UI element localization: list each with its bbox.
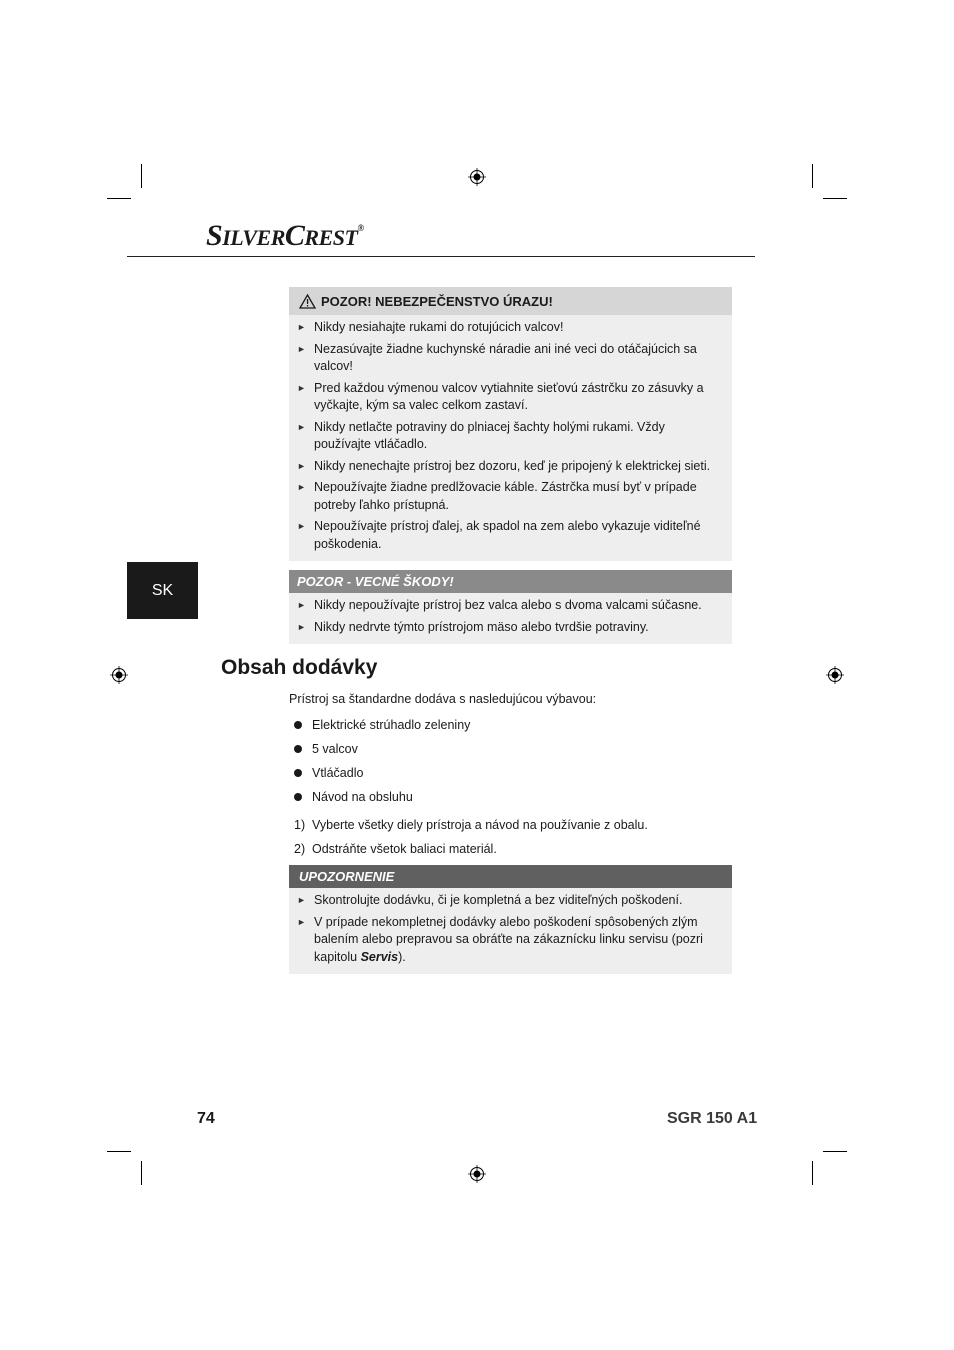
damage-warning-header (289, 570, 732, 593)
list-item (289, 716, 470, 740)
list-item (297, 597, 722, 615)
list-item (297, 619, 722, 637)
list-item-text: Nezasúvajte žiadne kuchynské náradie ani iné veci do otáčajúcich sa valcov! (314, 341, 697, 373)
crop-mark (107, 198, 131, 199)
step-number: 1) (294, 818, 306, 832)
list-item (289, 764, 470, 788)
notice-list (289, 888, 732, 974)
notice-box (289, 865, 732, 974)
arrow-bullet-icon: ► (297, 482, 306, 492)
notice-item-text: Skontrolujte dodávku, či je kompletná a bez viditeľných poškodení. (314, 893, 683, 907)
bullet-dot-icon (294, 721, 302, 729)
damage-warning-box (289, 570, 732, 644)
unpacking-steps-list (289, 816, 648, 864)
model-number: SGR 150 A1 (667, 1110, 758, 1127)
crop-mark (141, 1161, 142, 1185)
logo-letter: S (206, 219, 223, 252)
crop-mark (107, 1151, 131, 1152)
list-item (297, 341, 722, 376)
registration-mark-icon (826, 666, 844, 684)
section-title: Obsah dodávky (221, 656, 378, 679)
crop-mark (141, 164, 142, 188)
section-intro: Prístroj sa štandardne dodáva s nasledujúcou výbavou: (289, 692, 597, 706)
notice-title: UPOZORNENIE (299, 869, 395, 884)
list-item (297, 518, 722, 553)
notice-item-text: V prípade nekompletnej dodávky alebo poškodení spôsobených zlým balením alebo prepravou sa obráťte na zákaznícku linku servisu (pozri kapitolu (314, 914, 703, 964)
bullet-dot-icon (294, 769, 302, 777)
content-item-text: Vtláčadlo (312, 766, 364, 780)
crop-mark (823, 1151, 847, 1152)
page-number: 74 (197, 1110, 215, 1127)
list-item-text: Nikdy nedrvte týmto prístrojom mäso alebo tvrdšie potraviny. (314, 619, 649, 634)
arrow-bullet-icon: ► (297, 895, 306, 905)
list-item (297, 458, 722, 476)
content-item-text: Návod na obsluhu (312, 790, 413, 804)
injury-warning-header (289, 287, 732, 315)
list-item (297, 319, 722, 337)
injury-warning-list (289, 315, 732, 561)
logo-letter: C (284, 219, 305, 252)
registered-mark: ® (357, 223, 364, 233)
arrow-bullet-icon: ► (297, 600, 306, 610)
notice-item-text: ). (398, 949, 406, 964)
content-item-text: 5 valcov (312, 742, 358, 756)
list-item-text: Nikdy nenechajte prístroj bez dozoru, keď je pripojený k elektrickej sieti. (314, 458, 711, 473)
notice-header (289, 865, 732, 888)
arrow-bullet-icon: ► (297, 621, 306, 632)
step-text: Odstráňte všetok baliaci materiál. (312, 842, 497, 856)
arrow-bullet-icon: ► (297, 382, 306, 393)
logo-letters: REST (304, 225, 358, 250)
list-item (297, 380, 722, 415)
brand-logo (206, 219, 364, 253)
damage-warning-list (289, 593, 732, 644)
list-item (297, 914, 722, 967)
package-contents-list (289, 716, 470, 812)
step-text: Vyberte všetky diely prístroja a návod na používanie z obalu. (312, 818, 648, 832)
registration-mark-icon (468, 168, 486, 186)
list-item (289, 740, 470, 764)
service-chapter-reference: Servis (360, 949, 399, 964)
crop-mark (812, 164, 813, 188)
language-tab: SK (127, 562, 198, 619)
step-item (289, 816, 648, 840)
list-item-text: Nepoužívajte žiadne predlžovacie káble. Zástrčka musí byť v prípade potreby ľahko prístupná. (314, 480, 697, 512)
arrow-bullet-icon: ► (297, 521, 306, 531)
list-item-text: Nikdy netlačte potraviny do plniacej šachty holými rukami. Vždy používajte vtláčadlo. (314, 419, 665, 451)
arrow-bullet-icon: ► (297, 421, 306, 432)
bullet-dot-icon (294, 793, 302, 801)
list-item-text: Pred každou výmenou valcov vytiahnite sieťovú zástrčku zo zásuvky a vyčkajte, kým sa valec celkom zastaví. (314, 380, 704, 412)
registration-mark-icon (468, 1165, 486, 1183)
list-item-text: Nepoužívajte prístroj ďalej, ak spadol na zem alebo vykazuje viditeľné poškodenia. (314, 519, 701, 551)
crop-mark (823, 198, 847, 199)
logo-letters: ILVER (222, 225, 285, 250)
damage-warning-title: POZOR - VECNÉ ŠKODY! (297, 574, 454, 589)
registration-mark-icon (110, 666, 128, 684)
content-item-text: Elektrické strúhadlo zeleniny (312, 718, 471, 732)
warning-triangle-icon (299, 294, 316, 309)
header-divider (127, 256, 755, 257)
step-number: 2) (294, 842, 306, 856)
bullet-dot-icon (294, 745, 302, 753)
list-item (297, 479, 722, 514)
list-item (297, 892, 722, 910)
arrow-bullet-icon: ► (297, 322, 306, 332)
list-item-text: Nikdy nesiahajte rukami do rotujúcich valcov! (314, 320, 564, 334)
arrow-bullet-icon: ► (297, 916, 306, 927)
injury-warning-title: POZOR! NEBEZPEČENSTVO ÚRAZU! (321, 293, 553, 309)
arrow-bullet-icon: ► (297, 343, 306, 354)
list-item (289, 788, 470, 812)
step-item (289, 840, 648, 864)
crop-mark (812, 1161, 813, 1185)
arrow-bullet-icon: ► (297, 460, 306, 471)
list-item-text: Nikdy nepoužívajte prístroj bez valca alebo s dvoma valcami súčasne. (314, 598, 702, 612)
injury-warning-box (289, 287, 732, 561)
list-item (297, 419, 722, 454)
